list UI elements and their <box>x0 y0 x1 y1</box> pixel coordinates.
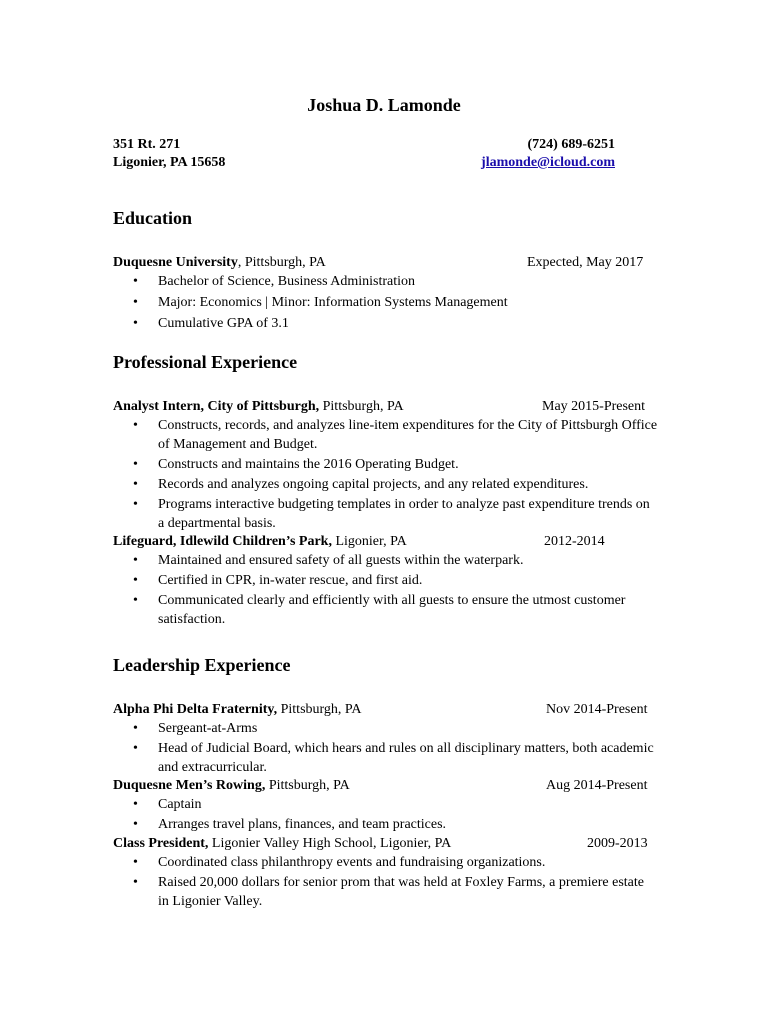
bullet-item: • Arranges travel plans, finances, and team practices. <box>113 815 658 834</box>
entry-date: Nov 2014-Present <box>546 702 648 717</box>
section-title-professional: Professional Experience <box>113 352 298 372</box>
entry-organization: Duquesne Men’s Rowing, <box>113 778 266 793</box>
bullet-item: • Captain <box>113 795 658 814</box>
bullet-item: • Records and analyzes ongoing capital projects, and any related expenditures. <box>113 475 658 494</box>
bullet-item: • Head of Judicial Board, which hears and rules on all disciplinary matters, both academic and extracurricular. <box>113 739 658 777</box>
section-title-leadership: Leadership Experience <box>113 655 291 675</box>
bullet-list <box>113 272 658 333</box>
bullet-item: • Major: Economics | Minor: Information Systems Management <box>113 293 658 312</box>
entry-date: Aug 2014-Present <box>546 778 648 793</box>
bullet-list <box>113 719 658 777</box>
bullet-item: • Programs interactive budgeting templates in order to analyze past expenditure trends on a departmental basis. <box>113 495 658 533</box>
entry-date: May 2015-Present <box>542 399 646 414</box>
entry-location: Ligonier Valley High School, Ligonier, PA <box>208 836 452 851</box>
bullet-item: • Bachelor of Science, Business Administration <box>113 272 658 291</box>
entry-heading <box>113 254 654 272</box>
entry-organization: Lifeguard, Idlewild Children’s Park, <box>113 534 332 549</box>
phone-number: (724) 689-6251 <box>527 137 615 152</box>
bullet-item: • Raised 20,000 dollars for senior prom that was held at Foxley Farms, a premiere estate in Ligonier Valley. <box>113 873 658 911</box>
contact-block <box>113 136 615 172</box>
email-link[interactable]: jlamonde@icloud.com <box>481 155 615 170</box>
entry-organization: Analyst Intern, City of Pittsburgh, <box>113 399 320 414</box>
bullet-list <box>113 416 658 533</box>
bullet-item: • Maintained and ensured safety of all guests within the waterpark. <box>113 551 658 570</box>
entry-location: Pittsburgh, PA <box>277 702 362 717</box>
entry-heading <box>113 777 654 795</box>
bullet-item: • Communicated clearly and efficiently with all guests to ensure the utmost customer satisfaction. <box>113 591 658 629</box>
entry-location: , Pittsburgh, PA <box>237 255 326 270</box>
bullet-item: • Constructs and maintains the 2016 Operating Budget. <box>113 455 658 474</box>
bullet-item: • Constructs, records, and analyzes line-item expenditures for the City of Pittsburgh Office of Management and Budget. <box>113 416 658 454</box>
entry-date: 2009-2013 <box>587 836 648 851</box>
resume-name: Joshua D. Lamonde <box>307 95 461 115</box>
entry-location: Ligonier, PA <box>331 534 407 549</box>
entry-organization: Class President, <box>113 836 209 851</box>
bullet-item: • Certified in CPR, in-water rescue, and first aid. <box>113 571 658 590</box>
entry-location: Pittsburgh, PA <box>319 399 404 414</box>
entry-heading <box>113 398 654 416</box>
entry-heading <box>113 533 654 551</box>
bullet-item: • Sergeant-at-Arms <box>113 719 658 738</box>
bullet-item: • Coordinated class philanthropy events and fundraising organizations. <box>113 853 658 872</box>
address-line-1: 351 Rt. 271 <box>113 137 181 152</box>
bullet-list <box>113 795 658 834</box>
entry-date: Expected, May 2017 <box>527 255 644 270</box>
address-line-2: Ligonier, PA 15658 <box>113 155 226 170</box>
section-title-education: Education <box>113 208 193 228</box>
entry-organization: Duquesne University <box>113 255 238 270</box>
bullet-item: • Cumulative GPA of 3.1 <box>113 314 658 333</box>
entry-heading <box>113 701 654 719</box>
entry-heading <box>113 835 654 853</box>
entry-organization: Alpha Phi Delta Fraternity, <box>113 702 278 717</box>
bullet-list <box>113 853 658 911</box>
bullet-list <box>113 551 658 629</box>
entry-date: 2012-2014 <box>544 534 605 549</box>
entry-location: Pittsburgh, PA <box>265 778 350 793</box>
